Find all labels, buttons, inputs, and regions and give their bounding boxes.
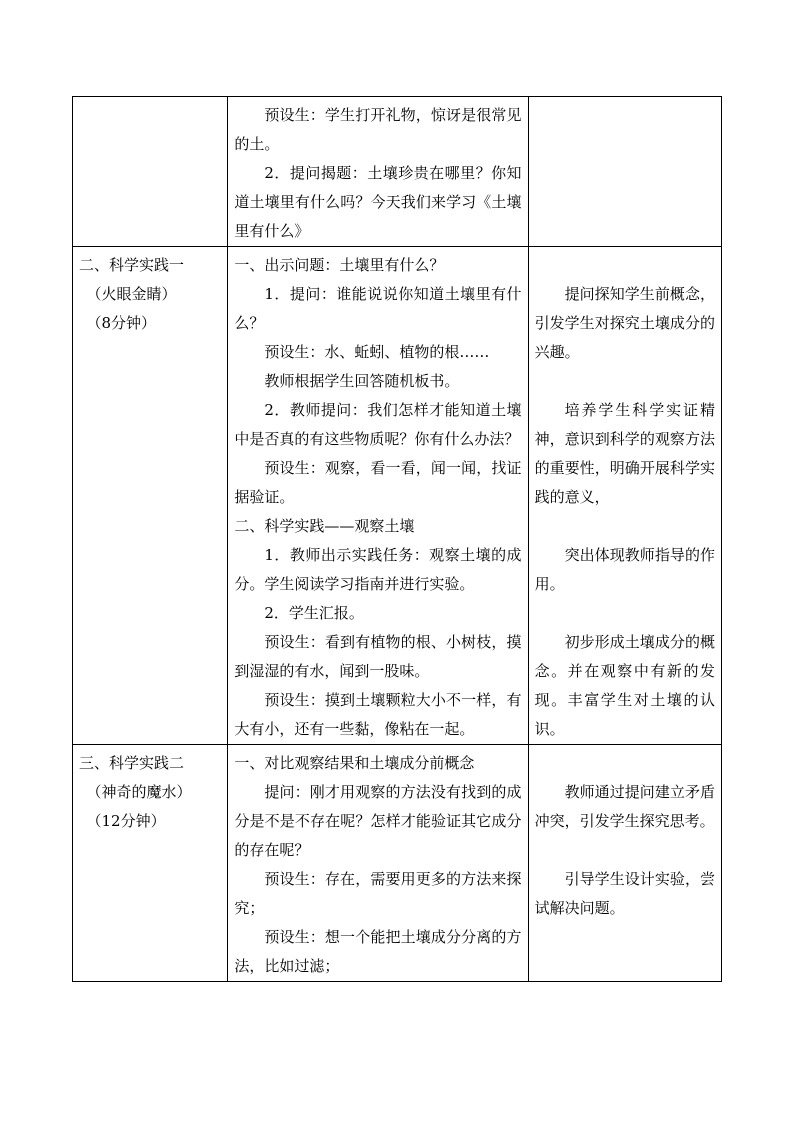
paragraph: 教师根据学生回答随机板书。 (264, 372, 460, 390)
section-heading: 一、对比观察结果和土壤成分前概念 (234, 754, 475, 772)
intent-paragraph: 突出体现教师指导的作用。 (534, 546, 715, 593)
paragraph: 预设生：想一个能把土壤成分分离的方法，比如过滤； (234, 928, 522, 975)
intent-paragraph: 初步形成土壤成分的概念。并在观察中有新的发现。丰富学生对土壤的认识。 (534, 633, 715, 738)
process-cell (228, 745, 528, 982)
section-heading: 一、出示问题：土壤里有什么？ (234, 256, 445, 274)
stage-cell (73, 97, 228, 247)
table-row (73, 247, 722, 745)
intent-paragraph: 提问探知学生前概念，引发学生对探究土壤成分的兴趣。 (534, 285, 715, 361)
paragraph: 预设生：观察，看一看，闻一闻，找证据验证。 (234, 459, 522, 506)
section-heading: 二、科学实践——观察土壤 (234, 517, 415, 535)
intent-paragraph: 引导学生设计实验，尝试解决问题。 (534, 870, 715, 917)
stage-title: 三、科学实践二 (79, 754, 185, 772)
paragraph: 提问：刚才用观察的方法没有找到的成分是不是不存在呢？怎样才能验证其它成分的存在呢？ (234, 783, 522, 859)
paragraph: 预设生：存在，需要用更多的方法来探究； (234, 870, 522, 917)
stage-subtitle: （火眼金睛） (86, 285, 177, 303)
paragraph: 2．教师提问：我们怎样才能知道土壤中是否真的有这些物质呢？你有什么办法？ (234, 401, 522, 448)
paragraph: 预设生：水、蚯蚓、植物的根…… (264, 343, 490, 361)
paragraph: 2．提问揭题：土壤珍贵在哪里？你知道土壤里有什么吗？今天我们来学习《土壤里有什么》 (234, 164, 522, 240)
paragraph: 预设生：看到有植物的根、小树枝，摸到湿湿的有水，闻到一股味。 (234, 633, 522, 680)
paragraph: 2．学生汇报。 (264, 604, 364, 622)
stage-subtitle: （神奇的魔水） (86, 783, 192, 801)
process-cell (228, 247, 528, 745)
paragraph: 预设生：摸到土壤颗粒大小不一样，有大有小，还有一些黏，像粘在一起。 (234, 691, 522, 738)
spacer (535, 251, 715, 280)
intent-paragraph: 教师通过提问建立矛盾冲突，引发学生探究思考。 (534, 783, 715, 830)
intent-cell (528, 247, 721, 745)
spacer (535, 749, 715, 778)
paragraph: 1．提问：谁能说说你知道土壤里有什么？ (234, 285, 522, 332)
stage-cell (73, 745, 228, 982)
spacer (535, 367, 715, 396)
intent-paragraph: 培养学生科学实证精神，意识到科学的观察方法的重要性，明确开展科学实践的意义， (534, 401, 715, 506)
stage-cell (73, 247, 228, 745)
table-row (73, 97, 722, 247)
spacer (535, 836, 715, 865)
paragraph: 1．教师出示实践任务：观察土壤的成分。学生阅读学习指南并进行实验。 (234, 546, 522, 593)
intent-cell (528, 97, 721, 247)
spacer (535, 512, 715, 541)
spacer (535, 599, 715, 628)
table-body (73, 97, 722, 982)
paragraph: 预设生：学生打开礼物，惊讶是很常见的土。 (234, 106, 522, 153)
stage-duration: （8分钟） (86, 314, 157, 332)
table-row (73, 745, 722, 982)
process-cell (228, 97, 528, 247)
intent-cell (528, 745, 721, 982)
stage-duration: （12分钟） (86, 812, 166, 830)
lesson-plan-table (72, 96, 722, 982)
stage-title: 二、科学实践一 (79, 256, 185, 274)
